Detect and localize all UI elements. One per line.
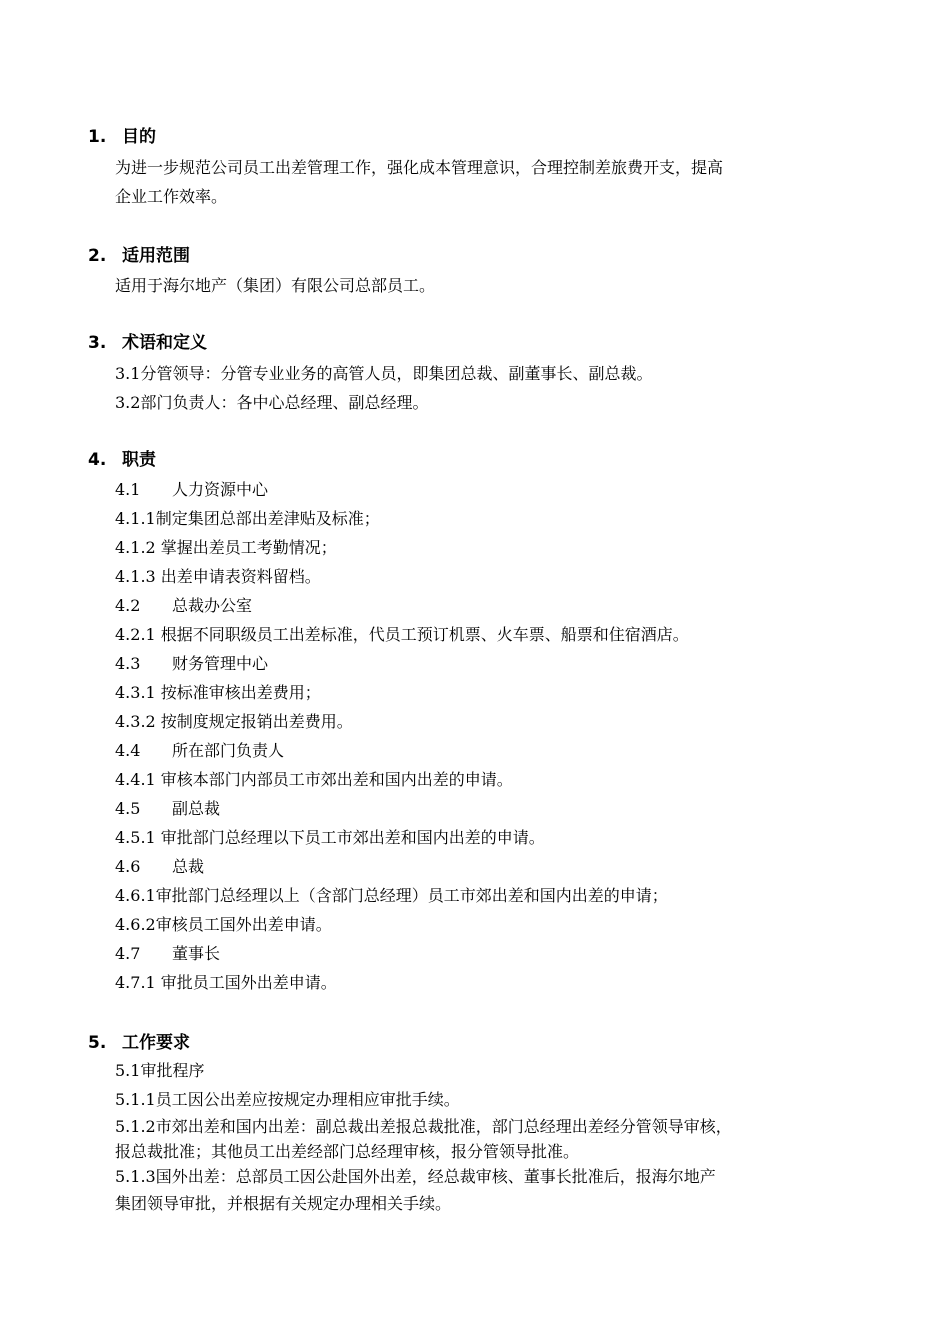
paragraph-line: 5.1.1员工因公出差应按规定办理相应审批手续。 [115,1090,460,1109]
item-code: 4.1 [115,480,141,499]
section-heading [88,1030,190,1056]
section-number: 4. [88,450,107,470]
paragraph-line: 适用于海尔地产（集团）有限公司总部员工。 [115,276,436,295]
section-number: 5. [88,1033,107,1053]
item-text: 总裁办公室 [172,596,253,615]
item-line: 4.6.1审批部门总经理以上（含部门总经理）员工市郊出差和国内出差的申请； [115,886,668,905]
subsection-line [115,939,220,968]
item-code: 4.6 [115,857,141,876]
paragraph-line: 报总裁批准；其他员工出差经部门总经理审核，报分管领导批准。 [115,1142,580,1161]
paragraph-line: 为进一步规范公司员工出差管理工作，强化成本管理意识，合理控制差旅费开支，提高 [115,158,724,177]
paragraph-line: 5.1审批程序 [115,1061,205,1080]
paragraph-line: 5.1.2市郊出差和国内出差：副总裁出差报总裁批准，部门总经理出差经分管领导审核， [115,1117,732,1136]
item-text: 财务管理中心 [172,654,269,673]
item-code: 4.4 [115,741,141,760]
item-text: 所在部门负责人 [172,741,285,760]
paragraph-line: 集团领导审批，并根据有关规定办理相关手续。 [115,1194,452,1213]
item-line: 4.6.2审核员工国外出差申请。 [115,915,332,934]
paragraph-line: 5.1.3国外出差：总部员工因公赴国外出差，经总裁审核、董事长批准后，报海尔地产 [115,1167,716,1186]
item-code: 4.2 [115,596,141,615]
item-text: 董事长 [172,944,221,963]
section-number: 2. [88,246,107,266]
section-title: 目的 [122,127,156,147]
paragraph-line: 3.1分管领导：分管专业业务的高管人员，即集团总裁、副董事长、副总裁。 [115,364,653,383]
item-line: 4.4.1 审核本部门内部员工市郊出差和国内出差的申请。 [115,770,513,789]
item-line: 4.7.1 审批员工国外出差申请。 [115,973,337,992]
section-title: 适用范围 [122,246,190,266]
item-text: 人力资源中心 [172,480,269,499]
section-heading [88,124,156,150]
item-text: 总裁 [172,857,205,876]
section-number: 1. [88,127,107,147]
item-line: 4.3.2 按制度规定报销出差费用。 [115,712,353,731]
section-heading [88,447,156,473]
item-line: 4.2.1 根据不同职级员工出差标准，代员工预订机票、火车票、船票和住宿酒店。 [115,625,689,644]
section-number: 3. [88,333,107,353]
section-title: 工作要求 [122,1033,190,1053]
section-title: 术语和定义 [122,333,207,353]
paragraph-line: 3.2部门负责人：各中心总经理、副总经理。 [115,393,429,412]
section-heading [88,330,207,356]
item-text: 副总裁 [172,799,221,818]
item-line: 4.3.1 按标准审核出差费用； [115,683,321,702]
item-code: 4.7 [115,944,141,963]
item-code: 4.3 [115,654,141,673]
item-line: 4.1.1制定集团总部出差津贴及标准； [115,509,380,528]
section-title: 职责 [122,450,156,470]
subsection-line [115,591,252,620]
subsection-line [115,794,220,823]
section-heading [88,243,190,269]
item-line: 4.1.3 出差申请表资料留档。 [115,567,321,586]
item-code: 4.5 [115,799,141,818]
subsection-line [115,475,268,504]
paragraph-line: 企业工作效率。 [115,187,228,206]
item-line: 4.1.2 掌握出差员工考勤情况； [115,538,337,557]
subsection-line [115,649,268,678]
item-line: 4.5.1 审批部门总经理以下员工市郊出差和国内出差的申请。 [115,828,545,847]
subsection-line [115,736,284,765]
subsection-line [115,852,204,881]
